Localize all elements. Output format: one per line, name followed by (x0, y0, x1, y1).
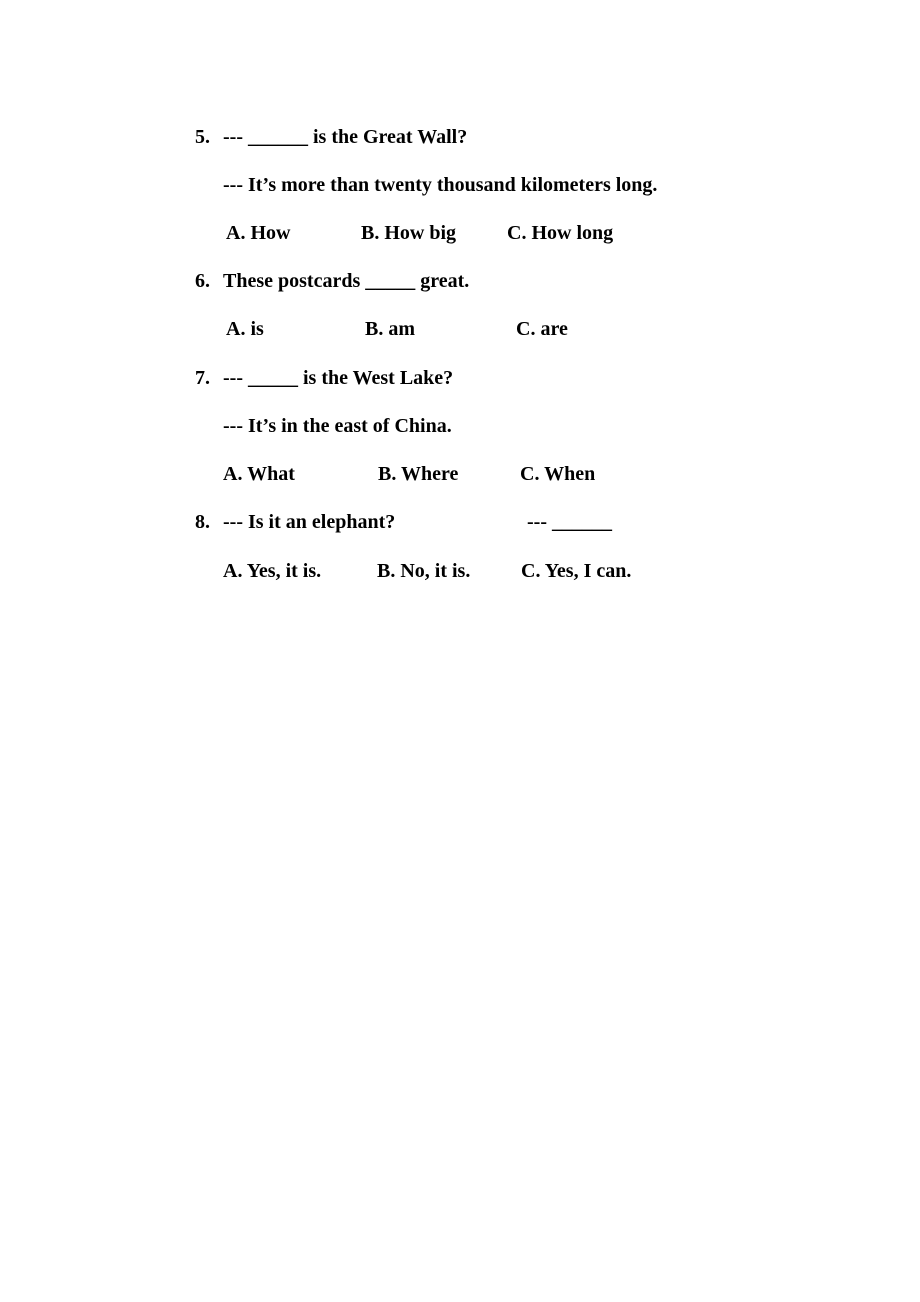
option-b: B. am (365, 318, 415, 340)
question-stem: These postcards _____ great. (223, 270, 470, 292)
option-a: A. is (226, 318, 264, 340)
option-c: C. are (516, 318, 568, 340)
option-b: B. Where (378, 463, 459, 485)
option-c: C. Yes, I can. (521, 560, 632, 582)
answer-line: --- It’s in the east of China. (223, 415, 452, 437)
answer-line: --- It’s more than twenty thousand kilometers long. (223, 174, 658, 196)
question-number: 5. (195, 126, 210, 148)
option-c: C. How long (507, 222, 614, 244)
reply-blank: --- ______ (527, 511, 612, 533)
question-number: 8. (195, 511, 210, 533)
option-b: B. How big (361, 222, 457, 244)
option-a: A. How (226, 222, 291, 244)
question-stem: --- ______ is the Great Wall? (223, 126, 468, 148)
question-number: 6. (195, 270, 210, 292)
option-b: B. No, it is. (377, 560, 471, 582)
question-stem: --- Is it an elephant? (223, 511, 396, 533)
option-a: A. Yes, it is. (223, 560, 322, 582)
option-a: A. What (223, 463, 295, 485)
option-c: C. When (520, 463, 596, 485)
question-number: 7. (195, 367, 210, 389)
question-stem: --- _____ is the West Lake? (223, 367, 454, 389)
